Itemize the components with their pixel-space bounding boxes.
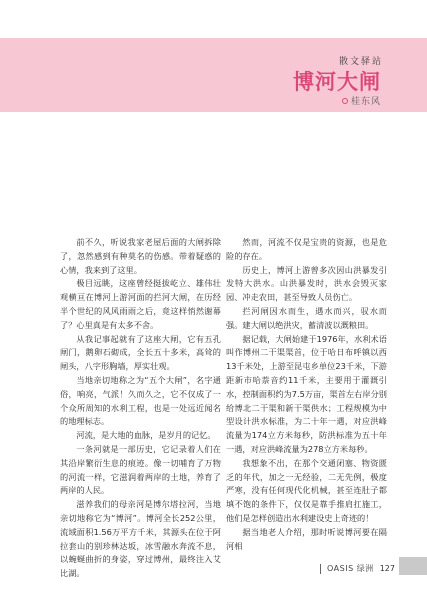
author-line bbox=[342, 94, 381, 107]
paragraph: 河流，是大地的血脉，是岁月的记忆。 bbox=[76, 430, 216, 441]
page-edge-tab bbox=[399, 557, 427, 575]
article-title: 博河大闸 bbox=[293, 69, 381, 94]
author-name: 桂东风 bbox=[350, 97, 381, 107]
paragraph: 从我记事起就有了这座大闸，它有五孔闸门，鹅卵石砌成，全长五十多米，高耸的闸头，八字形胸墙，厚实壮观。 bbox=[60, 333, 221, 372]
paragraph: 当地亲切地称之为“五个大闸”，名字通俗，响亮，气派！久而久之，它不仅成了一个众所周知的水利工程，也是一处远近闻名的地理标志。 bbox=[60, 374, 221, 427]
paragraph: 历史上，博河上游曾多次因山洪暴发引发特大洪水。山洪暴发时，洪水会毁灭家园、冲走农田，甚至导致人员伤亡。 bbox=[226, 264, 387, 303]
paragraph: 我想象不出，在那个交通闭塞、物资匮乏的年代，加之一无经验，二无先例，极度严寒，没有任何现代化机械，甚至连肚子都填不饱的条件下，仅仅是靠手推肩扛施工，他们是怎样创造出水利建设史上奇迹的！ bbox=[226, 457, 387, 523]
paragraph: 一条河就是一部历史，它记录着人们在其沿岸繁衍生息的痕迹。像一切哺育了万物的河流一样，它滋润着两岸的土地，养育了两岸的人民。 bbox=[60, 443, 221, 496]
footer-divider bbox=[320, 564, 321, 574]
paragraph: 滋养我们的母亲河是博尔塔拉河，当地亲切地称它为“博河”。博河全长252公里，流域面积1.56万平方千米，其源头在位于阿拉套山的别珍林达坂，冰雪融水奔流不息，以蜿蜒曲折的身姿，穿过博州，最终注入艾比湖。 bbox=[60, 499, 221, 579]
page-footer bbox=[320, 563, 395, 574]
paragraph: 然而，河流不仅是宝贵的资源，也是危险的存在。 bbox=[226, 237, 387, 261]
right-text-column bbox=[226, 236, 387, 553]
paragraph: 据当地老人介绍，那时听说博河要在隔河相 bbox=[226, 526, 387, 551]
paragraph: 前不久，听说我家老屋后面的大闸拆除了，忽然感到有种莫名的伤感。带着疑惑的心情，我来到了这里。 bbox=[60, 237, 221, 275]
paragraph: 极目远眺，这座曾经挺拔屹立、雄伟壮观横亘在博河上游河面的拦河大闸，在历经半个世纪的风风雨雨之后，竟这样悄然谢幕了？心里真是有太多不舍。 bbox=[60, 278, 221, 330]
left-text-column bbox=[60, 236, 221, 581]
magazine-name: OASIS 绿洲 bbox=[327, 564, 374, 573]
paragraph: 据记载，大闸始建于1976年，水利术语叫作博州二干渠渠首，位于哈日布呼镇以西13千米处，上游至昆屯乡单位23千米，下游距新市哈萘音约11千米，主要用于灌溉引水，控制面积约为7.5万亩，渠首左右岸分别给博北二干渠和新干渠供水；工程规模为中型设计洪水标准，为二十年一遇，对应洪峰流量为174立方米每秒，防洪标准为五十年一遇，对应洪峰流量为278立方米每秒。 bbox=[226, 333, 387, 454]
paragraph: 拦河闸因水而生，遇水而兴，驭水而强。建大闸以绝洪灾，蓄清波以溉粮田。 bbox=[226, 305, 387, 330]
circle-bullet-icon bbox=[342, 98, 348, 104]
section-label: 散文驿站 bbox=[338, 57, 383, 67]
page-number: 127 bbox=[379, 564, 395, 573]
